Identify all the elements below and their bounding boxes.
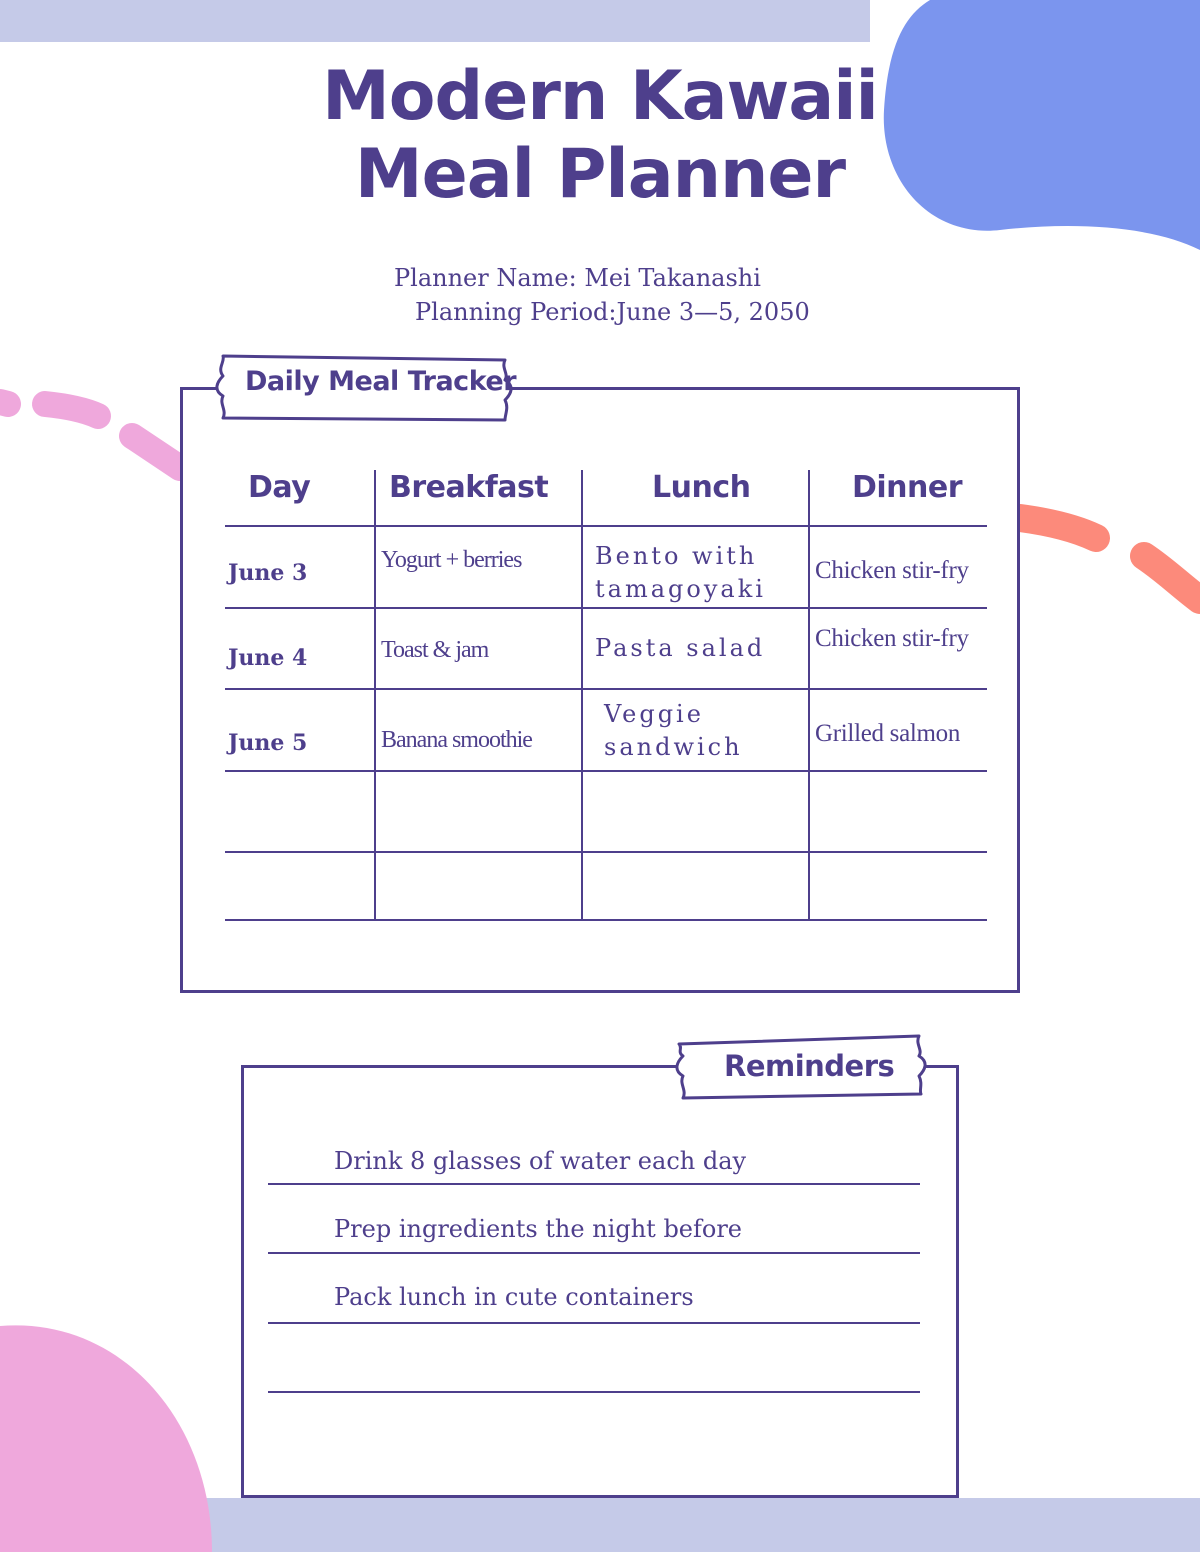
title-line-1: Modern Kawaii — [322, 57, 878, 136]
table-divider — [581, 470, 583, 921]
title-line-2: Meal Planner — [354, 135, 846, 214]
breakfast-cell: Yogurt + berries — [381, 547, 522, 573]
reminder-item: Prep ingredients the night before — [334, 1215, 743, 1243]
bottom-decorative-bar — [0, 1498, 1200, 1552]
reminder-rule — [268, 1183, 920, 1185]
dinner-cell: Chicken stir-fry — [815, 625, 969, 652]
top-decorative-bar — [0, 0, 870, 42]
table-rule — [225, 770, 987, 772]
lunch-cell: Pasta salad — [595, 634, 766, 662]
lunch-cell: Bento with tamagoyaki — [595, 542, 766, 603]
reminder-item: Pack lunch in cute containers — [334, 1283, 694, 1311]
reminder-rule — [268, 1252, 920, 1254]
pink-dash-stroke — [0, 402, 180, 468]
table-rule — [225, 607, 987, 609]
planning-period: Planning Period:June 3—5, 2050 — [415, 298, 810, 326]
page-title — [250, 58, 950, 214]
breakfast-cell: Banana smoothie — [381, 727, 532, 753]
reminders-panel — [241, 1065, 959, 1498]
day-cell: June 4 — [228, 645, 308, 671]
coral-dash-stroke — [1020, 518, 1200, 600]
table-rule — [225, 688, 987, 690]
table-rule — [225, 525, 987, 527]
table-divider — [808, 470, 810, 921]
column-header-breakfast: Breakfast — [389, 470, 549, 505]
day-cell: June 3 — [228, 560, 308, 586]
column-header-dinner: Dinner — [852, 470, 963, 505]
planner-name: Planner Name: Mei Takanashi — [394, 264, 761, 292]
reminders-label: Reminders — [724, 1049, 895, 1083]
breakfast-cell: Toast & jam — [381, 637, 489, 663]
lunch-cell: Veggie sandwich — [604, 700, 743, 761]
dinner-cell: Chicken stir-fry — [815, 557, 969, 584]
reminder-item: Drink 8 glasses of water each day — [334, 1147, 747, 1175]
table-rule — [225, 919, 987, 921]
column-header-day: Day — [248, 470, 311, 505]
day-cell: June 5 — [228, 730, 308, 756]
table-divider — [374, 470, 376, 921]
reminder-rule — [268, 1391, 920, 1393]
table-rule — [225, 851, 987, 853]
reminder-rule — [268, 1322, 920, 1324]
tracker-label: Daily Meal Tracker — [245, 366, 517, 397]
column-header-lunch: Lunch — [652, 470, 751, 505]
dinner-cell: Grilled salmon — [815, 720, 961, 747]
